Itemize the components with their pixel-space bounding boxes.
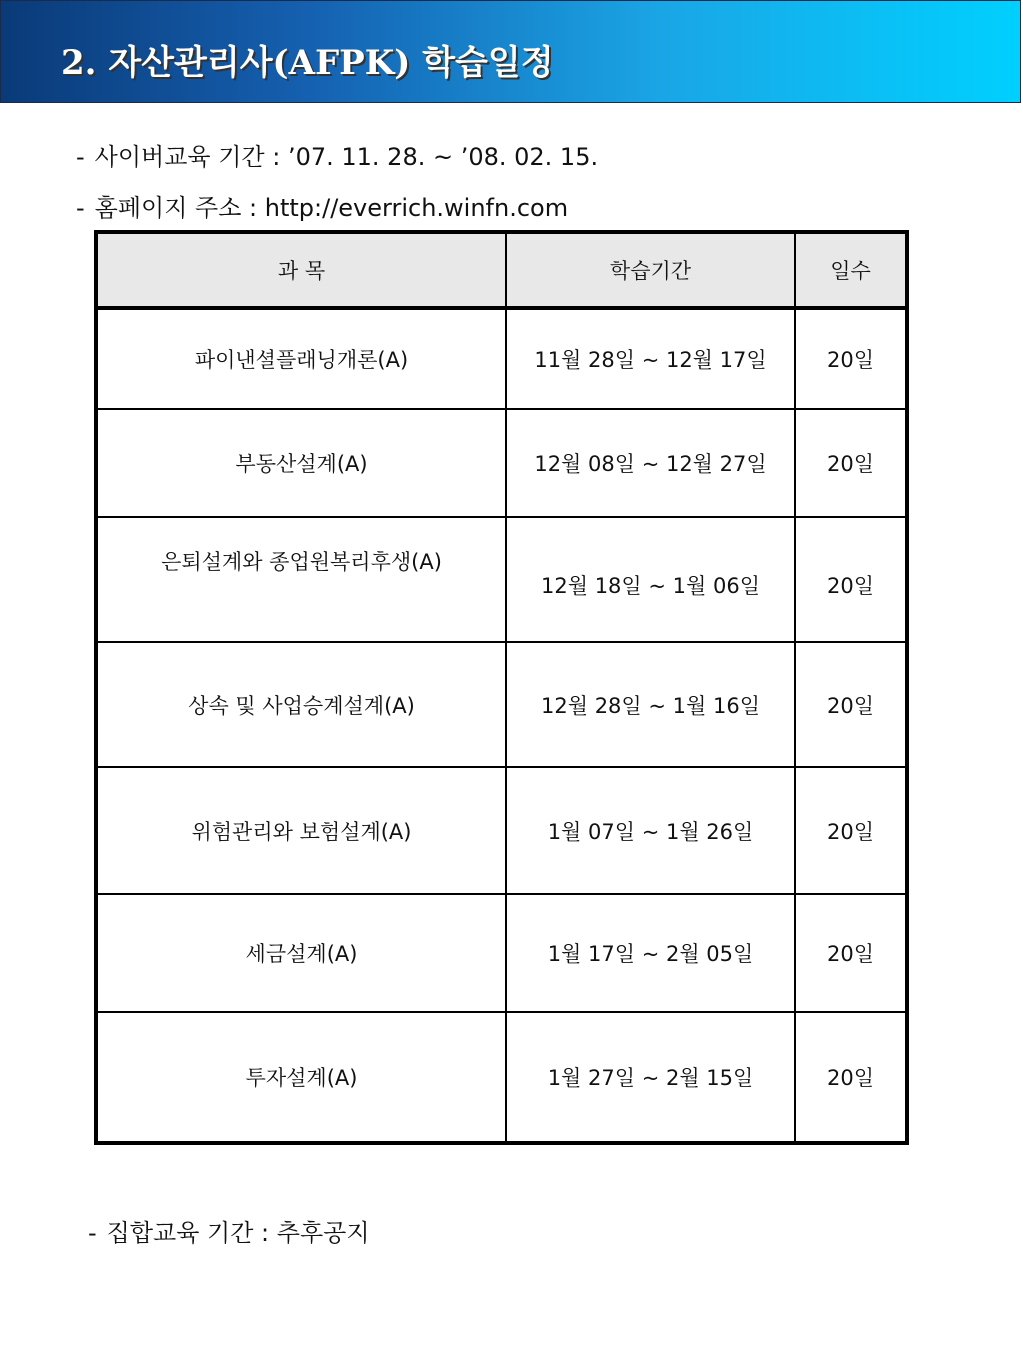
bullet-dash: - — [88, 1219, 97, 1247]
days-cell: 20일 — [795, 1012, 907, 1143]
subject-cell: 투자설계(A) — [96, 1012, 506, 1143]
group-period-line — [88, 1213, 370, 1248]
table-header-row — [96, 232, 907, 308]
days-cell: 20일 — [795, 517, 907, 642]
homepage-label: 홈페이지 주소 : — [94, 194, 258, 222]
period-cell: 1월 27일 ~ 2월 15일 — [506, 1012, 795, 1143]
table-row — [96, 517, 907, 642]
table-row — [96, 409, 907, 517]
group-period-value: 추후공지 — [276, 1219, 370, 1247]
cyber-period-label: 사이버교육 기간 : — [94, 143, 281, 171]
subject-cell: 부동산설계(A) — [96, 409, 506, 517]
subject-cell: 은퇴설계와 종업원복리후생(A) — [96, 517, 506, 642]
period-cell: 12월 08일 ~ 12월 27일 — [506, 409, 795, 517]
period-cell: 1월 07일 ~ 1월 26일 — [506, 767, 795, 894]
period-cell: 12월 28일 ~ 1월 16일 — [506, 642, 795, 767]
table-row — [96, 308, 907, 409]
subject-cell: 세금설계(A) — [96, 894, 506, 1012]
title-bar — [0, 0, 1021, 103]
subject-cell: 파이낸셜플래닝개론(A) — [96, 308, 506, 409]
table-row — [96, 642, 907, 767]
homepage-link[interactable]: http://everrich.winfn.com — [264, 194, 569, 222]
bullet-dash: - — [76, 194, 85, 222]
subject-cell: 위험관리와 보험설계(A) — [96, 767, 506, 894]
days-cell: 20일 — [795, 308, 907, 409]
days-cell: 20일 — [795, 894, 907, 1012]
days-cell: 20일 — [795, 409, 907, 517]
period-cell: 11월 28일 ~ 12월 17일 — [506, 308, 795, 409]
header-subject: 과 목 — [96, 232, 506, 308]
page-title: 2. 자산관리사(AFPK) 학습일정 — [61, 43, 554, 83]
header-days: 일수 — [795, 232, 907, 308]
days-cell: 20일 — [795, 767, 907, 894]
period-cell: 12월 18일 ~ 1월 06일 — [506, 517, 795, 642]
cyber-period-value: ’07. 11. 28. ~ ’08. 02. 15. — [287, 143, 599, 171]
schedule-table — [94, 230, 909, 1145]
cyber-period-line — [76, 137, 598, 172]
period-cell: 1월 17일 ~ 2월 05일 — [506, 894, 795, 1012]
table-row — [96, 1012, 907, 1143]
subject-cell: 상속 및 사업승계설계(A) — [96, 642, 506, 767]
table-row — [96, 767, 907, 894]
header-period: 학습기간 — [506, 232, 795, 308]
bullet-dash: - — [76, 143, 85, 171]
table-row — [96, 894, 907, 1012]
homepage-line — [76, 188, 568, 223]
days-cell: 20일 — [795, 642, 907, 767]
group-period-label: 집합교육 기간 : — [106, 1219, 270, 1247]
